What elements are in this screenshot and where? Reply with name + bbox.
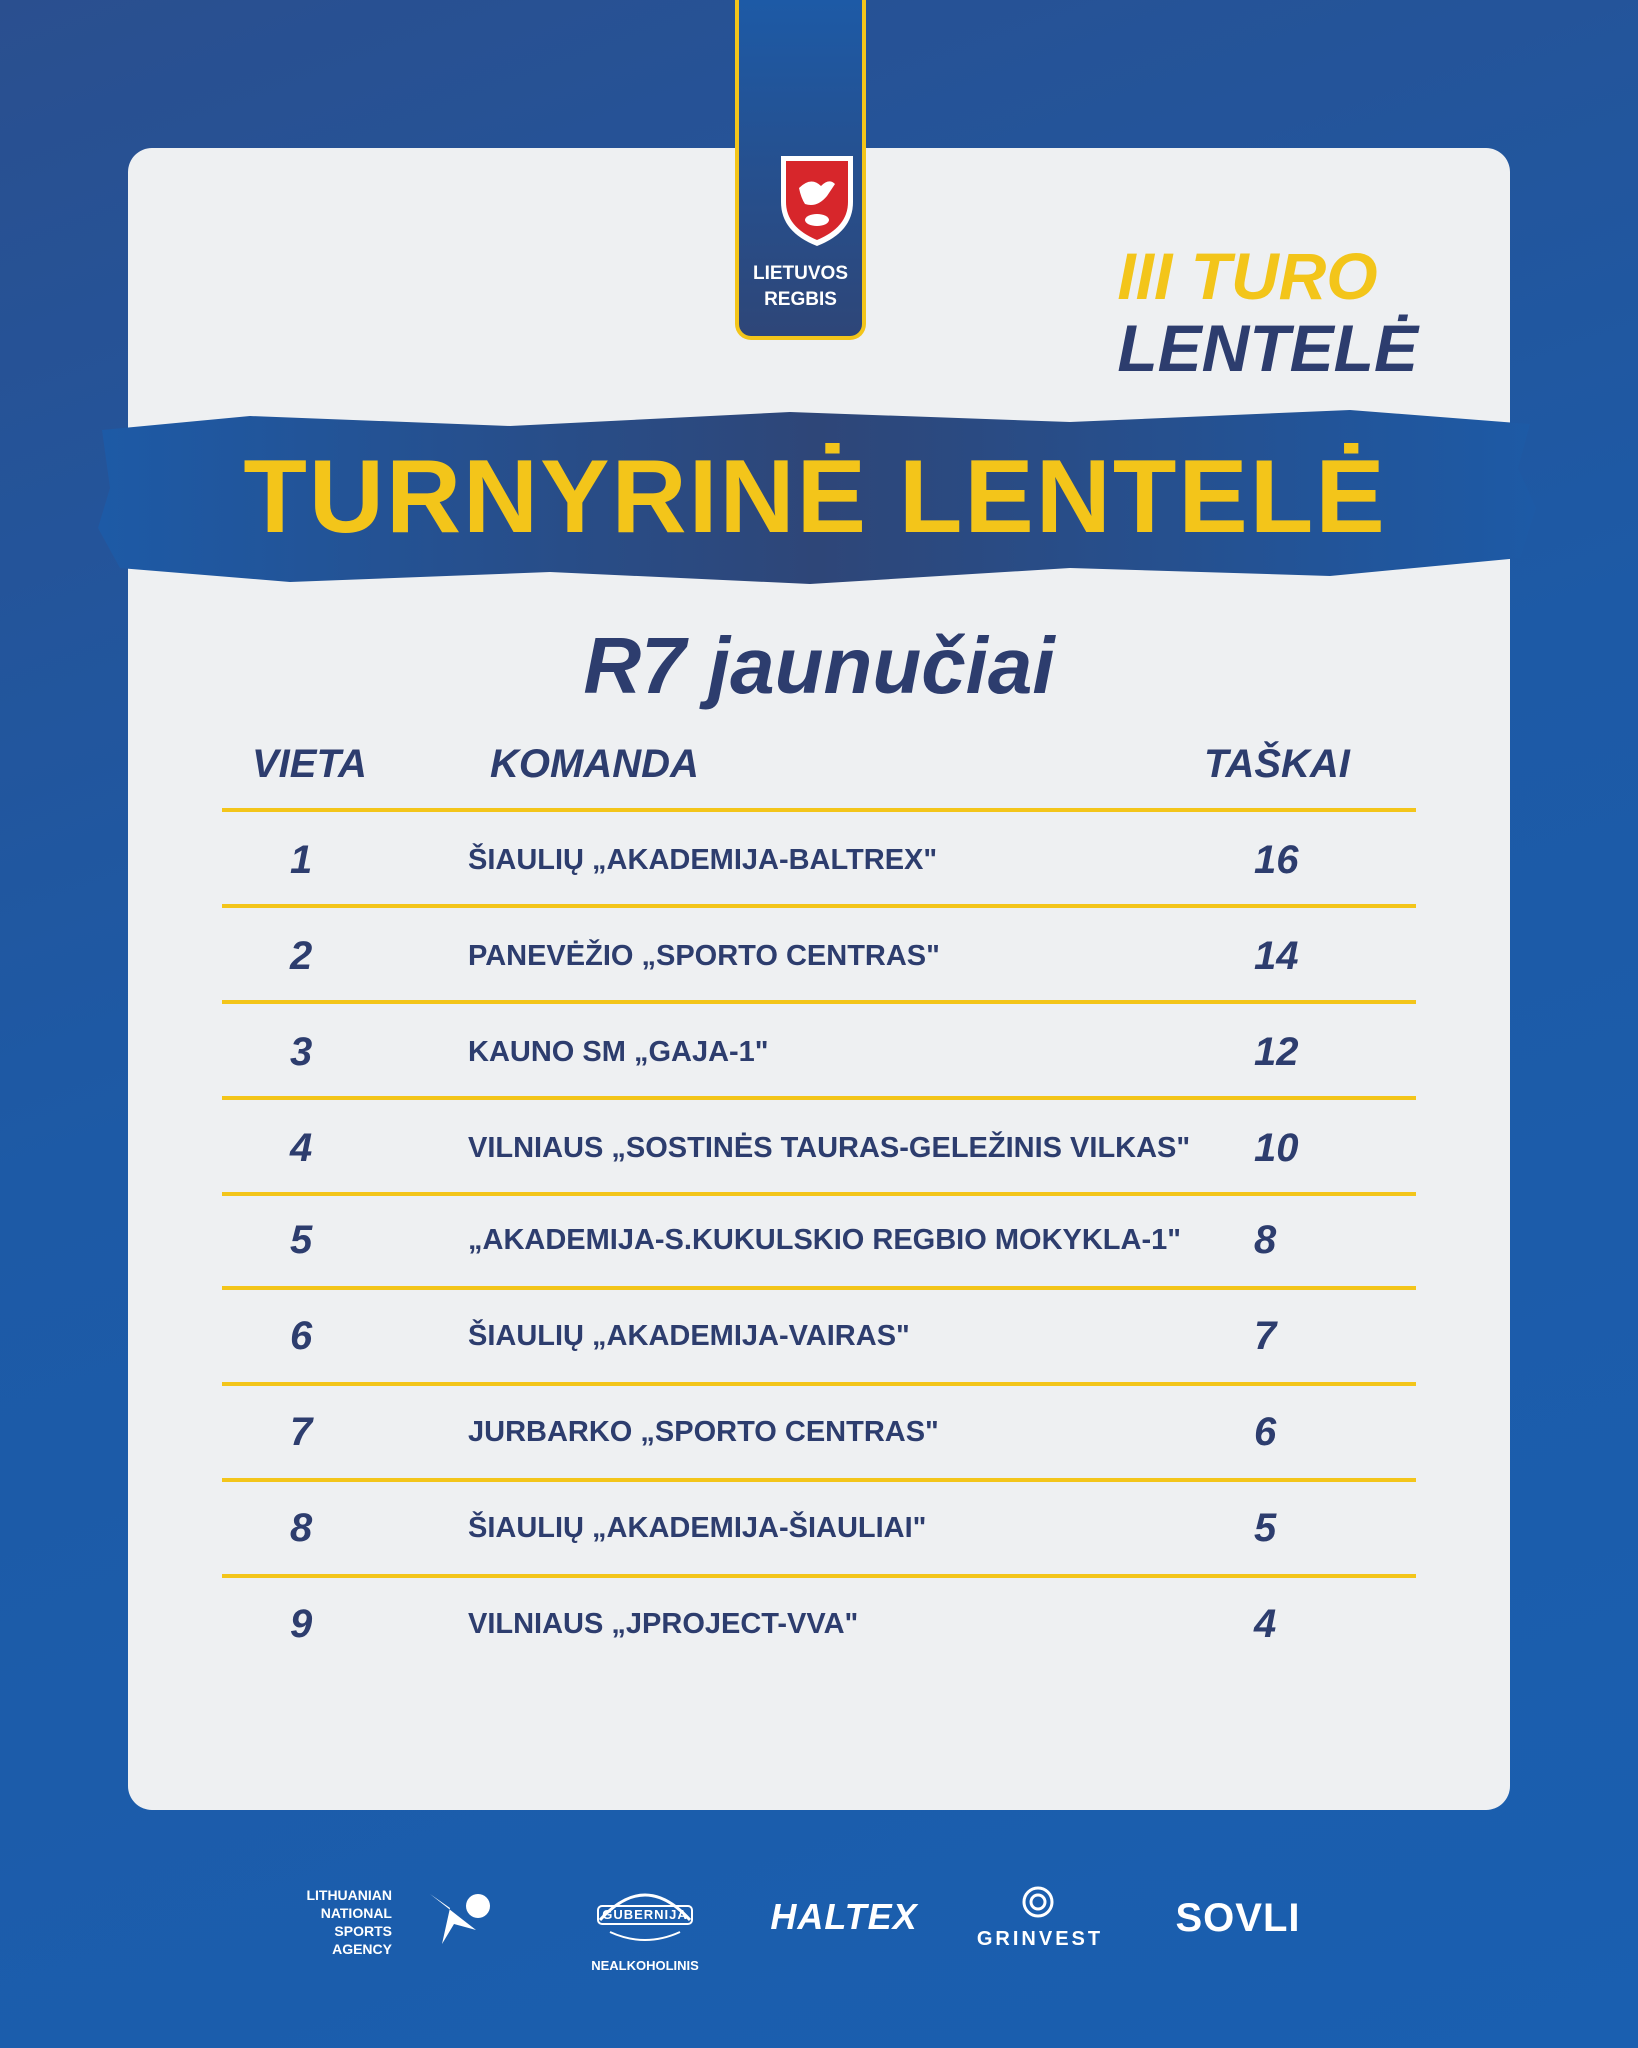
column-header-team: KOMANDA [490, 742, 699, 786]
row-points: 8 [1254, 1218, 1277, 1262]
row-points: 4 [1254, 1602, 1277, 1646]
rugby-shield-icon [777, 150, 857, 250]
row-position: 1 [290, 838, 313, 882]
sponsor-bar [0, 1880, 1638, 2000]
row-position: 6 [290, 1314, 313, 1358]
grinvest-logo-icon [1020, 1884, 1056, 1920]
lnsa-line: NATIONAL [320, 1905, 392, 1921]
table-row [0, 1480, 1638, 1576]
sponsor-haltex: HALTEX [770, 1896, 918, 1937]
table-row [0, 1100, 1638, 1196]
row-points: 6 [1254, 1410, 1277, 1454]
row-points: 12 [1254, 1030, 1299, 1074]
table-row [0, 1576, 1638, 1672]
row-position: 9 [290, 1602, 313, 1646]
row-points: 7 [1254, 1314, 1277, 1358]
row-position: 7 [290, 1410, 313, 1454]
sponsor-grinvest: GRINVEST [976, 1928, 1104, 1950]
row-team: ŠIAULIŲ „AKADEMIJA-VAIRAS" [468, 1320, 910, 1352]
row-team: VILNIAUS „SOSTINĖS TAURAS-GELEŽINIS VILKAS" [468, 1132, 1191, 1164]
round-title-line2: LENTELĖ [1117, 311, 1418, 385]
round-title [1117, 240, 1418, 384]
column-header-points: TAŠKAI [1204, 742, 1350, 786]
table-row [0, 1288, 1638, 1384]
table-row [0, 812, 1638, 908]
row-position: 3 [290, 1030, 313, 1074]
row-team: PANEVĖŽIO „SPORTO CENTRAS" [468, 940, 940, 972]
row-points: 14 [1254, 934, 1299, 978]
sponsor-sovli: SOVLI [1175, 1896, 1301, 1940]
table-row [0, 908, 1638, 1004]
row-team: „AKADEMIJA-S.KUKULSKIO REGBIO MOKYKLA-1" [468, 1224, 1181, 1256]
banner-title: TURNYRINĖ LENTELĖ [243, 438, 1387, 555]
sponsor-lnsa [282, 1886, 392, 1958]
lnsa-line: AGENCY [332, 1941, 392, 1957]
row-position: 5 [290, 1218, 313, 1262]
lnsa-logo-icon [424, 1886, 496, 1958]
column-header-position: VIETA [252, 742, 367, 786]
row-team: ŠIAULIŲ „AKADEMIJA-ŠIAULIAI" [468, 1512, 927, 1544]
row-points: 5 [1254, 1506, 1277, 1550]
table-row [0, 1192, 1638, 1288]
category-subtitle: R7 jaunučiai [583, 621, 1055, 710]
lnsa-line: SPORTS [334, 1923, 392, 1939]
row-points: 16 [1254, 838, 1299, 882]
table-row [0, 1004, 1638, 1100]
logo-line2: REGBIS [764, 289, 837, 310]
logo-line1: LIETUVOS [752, 263, 848, 284]
sponsor-gubernija: GUBERNIJA [602, 1907, 688, 1922]
row-team: ŠIAULIŲ „AKADEMIJA-BALTREX" [468, 844, 938, 876]
row-position: 4 [290, 1126, 313, 1170]
sponsor-gubernija-sub: NEALKOHOLINIS [591, 1958, 699, 1973]
round-title-line1: III TURO [1117, 239, 1378, 313]
row-team: KAUNO SM „GAJA-1" [468, 1036, 769, 1068]
row-team: JURBARKO „SPORTO CENTRAS" [468, 1416, 939, 1448]
row-team: VILNIAUS „JPROJECT-VVA" [468, 1608, 859, 1640]
row-position: 2 [290, 934, 313, 978]
row-points: 10 [1254, 1126, 1299, 1170]
row-position: 8 [290, 1506, 313, 1550]
federation-logo [735, 0, 866, 340]
lnsa-line: LITHUANIAN [306, 1887, 392, 1903]
table-row [0, 1384, 1638, 1480]
